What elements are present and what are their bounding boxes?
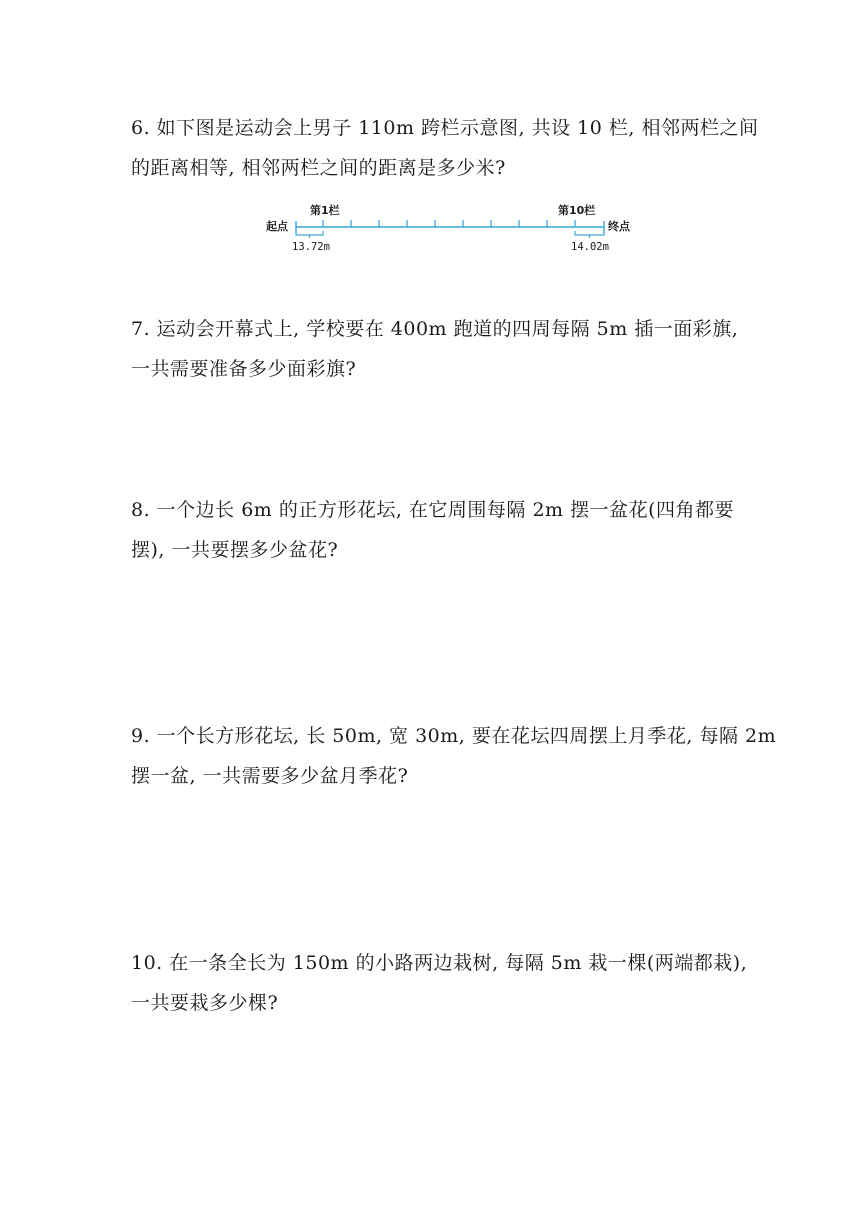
question-10-line-2: 一共要栽多少棵? <box>131 992 279 1014</box>
question-7-line-2: 一共需要准备多少面彩旗? <box>131 358 357 380</box>
question-6-line-1: 6. 如下图是运动会上男子 110m 跨栏示意图, 共设 10 栏, 相邻两栏之间 <box>131 117 759 139</box>
question-6-line-2: 的距离相等, 相邻两栏之间的距离是多少米? <box>131 157 506 179</box>
question-9-line-1: 9. 一个长方形花坛, 长 50m, 宽 30m, 要在花坛四周摆上月季花, 每隔 2m <box>131 725 777 747</box>
start-label: 起点 <box>266 220 288 233</box>
hurdle-diagram <box>262 200 642 260</box>
question-8-line-2: 摆), 一共要摆多少盆花? <box>131 539 339 561</box>
question-7-line-1: 7. 运动会开幕式上, 学校要在 400m 跑道的四周每隔 5m 插一面彩旗, <box>131 318 739 340</box>
question-10-line-1: 10. 在一条全长为 150m 的小路两边栽树, 每隔 5m 栽一棵(两端都栽), <box>131 952 748 974</box>
end-gap-label: 14.02m <box>571 241 609 253</box>
end-gap-bracket <box>575 231 604 238</box>
question-6 <box>131 108 759 188</box>
start-gap-label: 13.72m <box>292 241 330 253</box>
hurdle-marks <box>323 220 575 227</box>
last-hurdle-label: 第10栏 <box>558 204 596 217</box>
question-10 <box>131 943 748 1023</box>
start-gap-bracket <box>296 231 323 238</box>
hurdle-diagram-svg <box>262 200 642 260</box>
first-hurdle-label: 第1栏 <box>310 204 340 217</box>
question-8-line-1: 8. 一个边长 6m 的正方形花坛, 在它周围每隔 2m 摆一盆花(四角都要 <box>131 499 735 521</box>
question-8 <box>131 490 735 570</box>
question-7 <box>131 309 739 389</box>
question-9-line-2: 摆一盆, 一共需要多少盆月季花? <box>131 765 409 787</box>
question-9 <box>131 716 777 796</box>
end-label: 终点 <box>608 220 630 233</box>
